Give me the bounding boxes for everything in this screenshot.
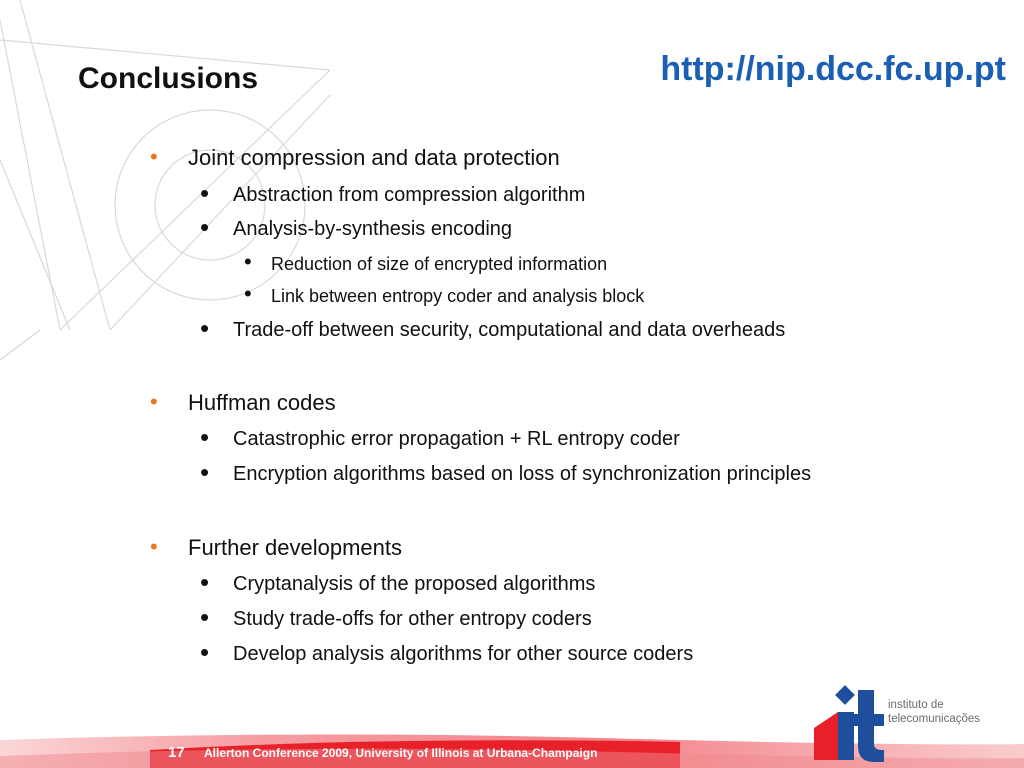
url-link[interactable]: http://nip.dcc.fc.up.pt [660, 50, 1006, 88]
logo-text-line2: telecomunicações [888, 713, 981, 725]
bullet-dot: • [200, 178, 210, 208]
bullet-dot: • [200, 212, 210, 242]
bullet-level2: Develop analysis algorithms for other source coders [233, 643, 694, 665]
bullet-dot: • [244, 281, 252, 306]
bullet-level2: Catastrophic error propagation + RL entropy coder [233, 428, 680, 450]
bullet-level3: Reduction of size of encrypted information [271, 254, 608, 274]
page-number: 17 [168, 744, 185, 761]
bullet-dot: • [200, 422, 210, 452]
bullet-dot: • [150, 534, 158, 559]
bullet-dot: • [200, 457, 210, 487]
footer-text: Allerton Conference 2009, University of Illinois at Urbana-Champaign [204, 746, 598, 760]
slide-title: Conclusions [78, 62, 259, 95]
bullet-level2: Abstraction from compression algorithm [233, 184, 586, 206]
bullet-level2: Analysis-by-synthesis encoding [233, 218, 513, 240]
bullet-level1: Huffman codes [188, 390, 336, 415]
bullet-dot: • [200, 637, 210, 667]
bullet-dot: • [200, 567, 210, 597]
bullet-level1: Further developments [188, 535, 402, 560]
bullet-level2: Trade-off between security, computational and data overheads [233, 319, 786, 341]
logo-text-line1: instituto de [888, 699, 944, 711]
bullet-dot: • [244, 249, 252, 274]
bullet-level2: Cryptanalysis of the proposed algorithms [233, 573, 596, 595]
bullet-dot: • [200, 313, 210, 343]
bullet-level2: Encryption algorithms based on loss of synchronization principles [233, 463, 812, 485]
bullet-level3: Link between entropy coder and analysis block [271, 286, 645, 306]
bullet-dot: • [150, 389, 158, 414]
bullet-level1: Joint compression and data protection [188, 145, 560, 170]
logo-text [888, 698, 980, 726]
bullet-level2: Study trade-offs for other entropy coders [233, 608, 592, 630]
bullet-dot: • [150, 144, 158, 169]
bullet-dot: • [200, 602, 210, 632]
